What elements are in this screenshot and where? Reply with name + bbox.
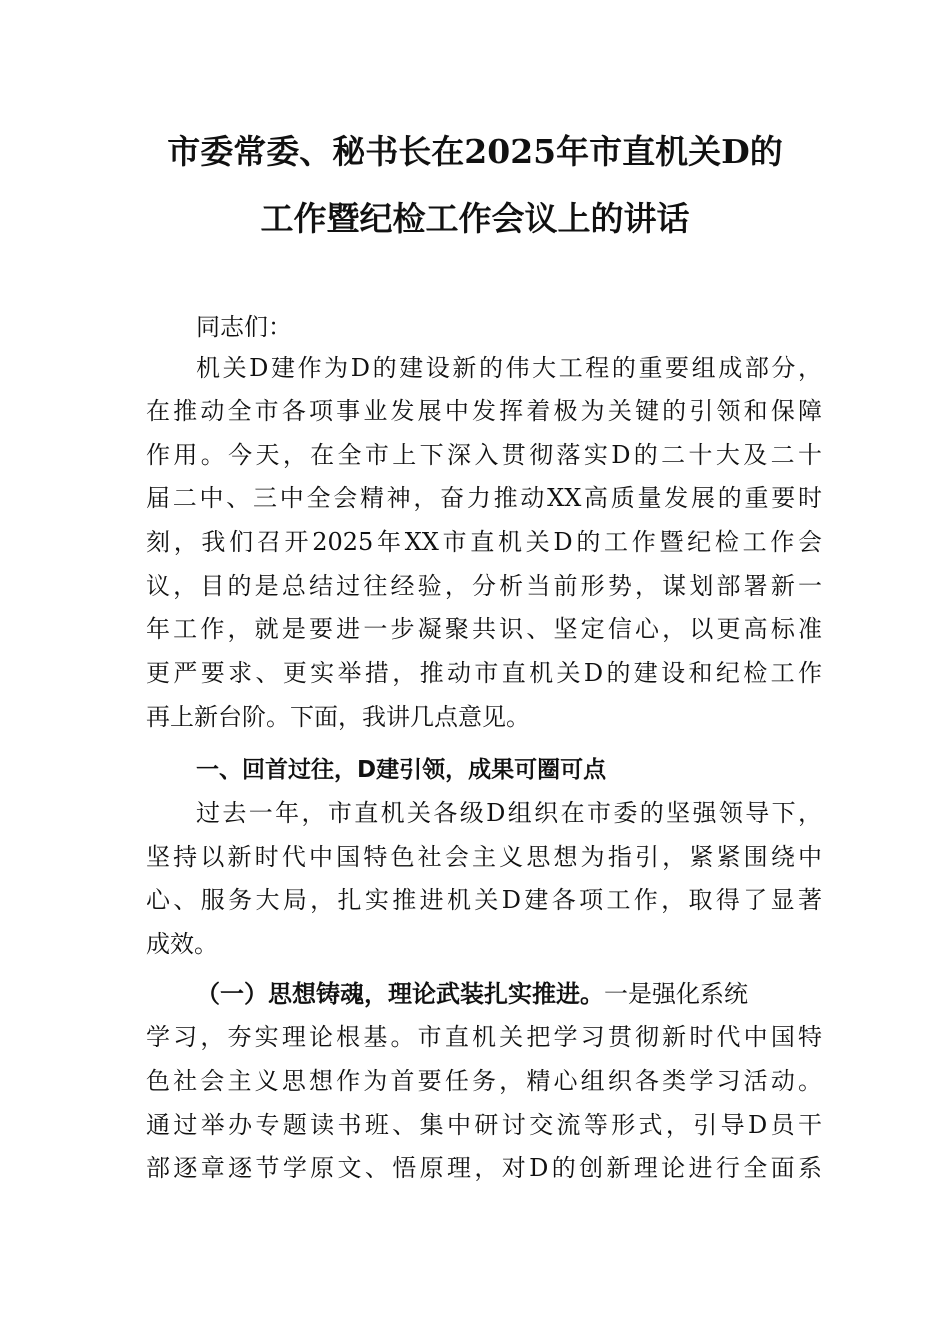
- paragraph-line: 通过举办专题读书班、集中研讨交流等形式，引导D员干: [146, 1111, 822, 1139]
- subsection-heading: （一）思想铸魂，理论武装扎实推进。: [196, 979, 604, 1008]
- paragraph-line: 在推动全市各项事业发展中发挥着极为关键的引领和保障: [146, 397, 822, 425]
- paragraph-line: 学习，夯实理论根基。市直机关把学习贯彻新时代中国特: [146, 1023, 822, 1051]
- paragraph-line: 刻，我们召开2025年XX市直机关D的工作暨纪检工作会: [146, 528, 822, 556]
- paragraph-line: 机关D建作为D的建设新的伟大工程的重要组成部分，: [196, 354, 822, 382]
- subsection-text: 一是强化系统: [604, 980, 748, 1008]
- paragraph-line: 届二中、三中全会精神，奋力推动XX高质量发展的重要时: [146, 484, 822, 512]
- salutation: 同志们：: [196, 313, 292, 341]
- paragraph-line: 坚持以新时代中国特色社会主义思想为指引，紧紧围绕中: [146, 843, 822, 871]
- paragraph-line: 年工作，就是要进一步凝聚共识、坚定信心，以更高标准: [146, 615, 822, 643]
- paragraph-line: 再上新台阶。下面，我讲几点意见。: [146, 703, 530, 731]
- paragraph-line: 更严要求、更实举措，推动市直机关D的建设和纪检工作: [146, 659, 822, 687]
- section-heading: 一、回首过往，D建引领，成果可圈可点: [196, 757, 607, 783]
- paragraph-line: 成效。: [146, 930, 218, 958]
- paragraph-line: 议，目的是总结过往经验，分析当前形势，谋划部署新一: [146, 572, 822, 600]
- paragraph-line: 心、服务大局，扎实推进机关D建各项工作，取得了显著: [146, 886, 822, 914]
- paragraph-line: 色社会主义思想作为首要任务，精心组织各类学习活动。: [146, 1067, 822, 1095]
- document-title-line-2: 工作暨纪检工作会议上的讲话: [260, 199, 690, 238]
- paragraph-line: 作用。今天，在全市上下深入贯彻落实D的二十大及二十: [146, 441, 822, 469]
- subsection-first-line: [196, 979, 748, 1009]
- paragraph-line: 过去一年，市直机关各级D组织在市委的坚强领导下，: [196, 799, 822, 827]
- paragraph-line: 部逐章逐节学原文、悟原理，对D的创新理论进行全面系: [146, 1154, 822, 1182]
- document-title-line-1: 市委常委、秘书长在2025年市直机关D的: [167, 132, 783, 171]
